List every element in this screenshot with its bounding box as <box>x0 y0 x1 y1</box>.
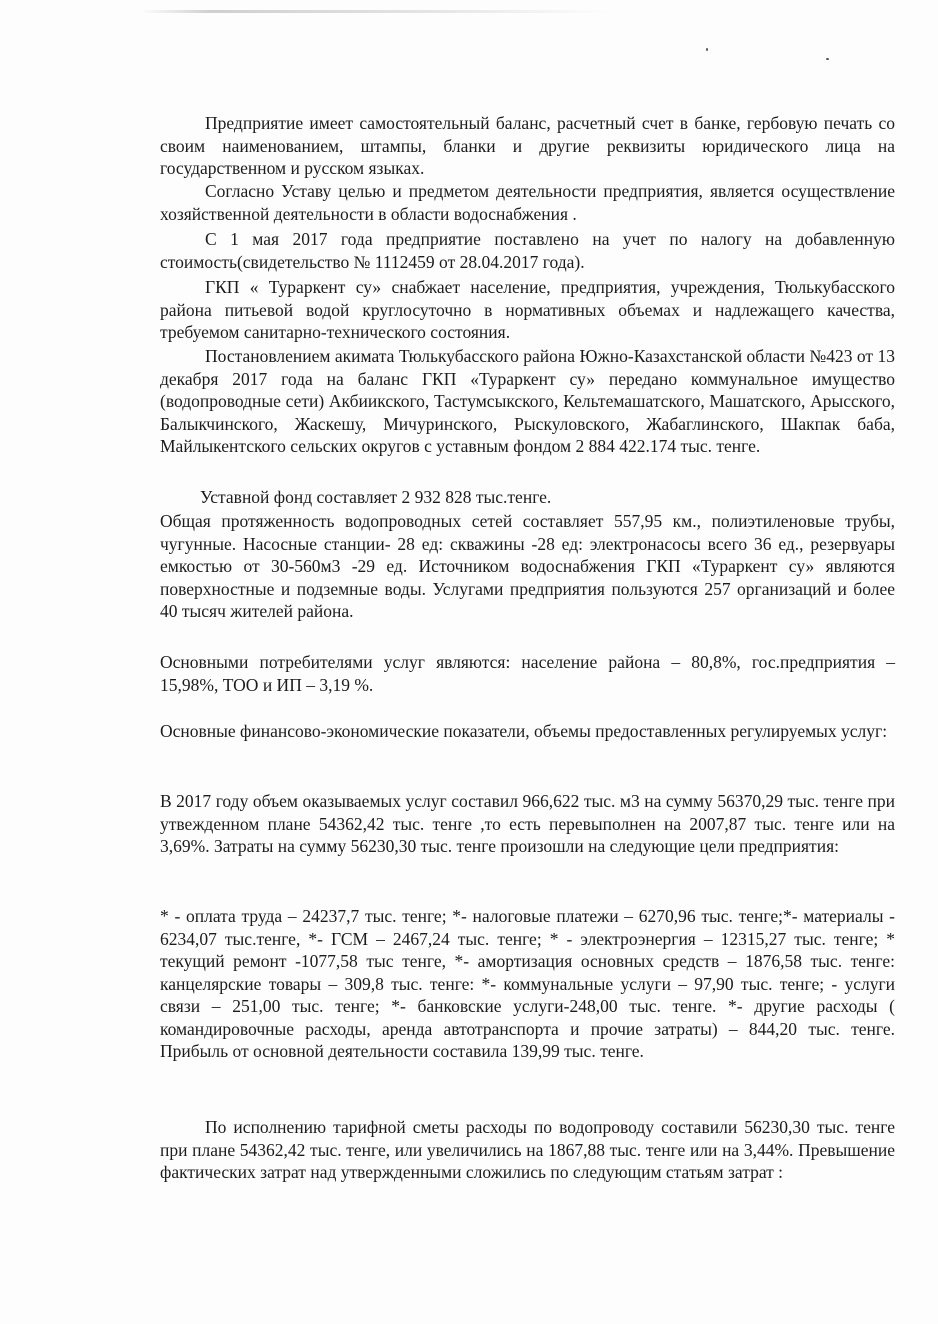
paragraph-vat: С 1 мая 2017 года предприятие поставлено на учет по налогу на добавленную стоимость(свидетельство № 1112459 от 28.04.2017 года). <box>160 229 895 272</box>
paragraph-supply: ГКП « Тураркент су» снабжает население, предприятия, учреждения, Тюлькубасского района питьевой водой круглосуточно в нормативных объемах и надлежащего качества, требуемом санитарно-технического состояния. <box>160 277 895 342</box>
paragraph-network: Общая протяженность водопроводных сетей составляет 557,95 км., полиэтиленовые трубы, чугунные. Насосные станции- 28 ед: скважины -28 ед: электронасосы всего 36 ед., резервуары емкостью от 30-560м3 -29 ед. Источником водоснабжения ГКП «Тураркент су» являются поверхностные и подземные воды. Услугами предприятия пользуются 257 организаций и более 40 тысяч жителей района. <box>160 511 895 621</box>
paragraph-authorized-capital: Уставной фонд составляет 2 932 828 тыс.тенге. <box>200 487 552 507</box>
paragraph-volume-2017: В 2017 году объем оказываемых услуг составил 966,622 тыс. м3 на сумму 56370,29 тыс. тенге при утвежденном плане 54362,42 тыс. тенге ,то есть перевыполнен на 2007,87 тыс. тенге или на 3,69%. Затраты на сумму 56230,30 тыс. тенге произошли на следующие цели предприятия: <box>160 791 895 856</box>
scan-artifact <box>140 10 610 13</box>
scan-speck <box>706 48 708 51</box>
paragraph-tariff-estimate: По исполнению тарифной сметы расходы по водопроводу составили 56230,30 тыс. тенге при плане 54362,42 тыс. тенге, или увеличились на 1867,88 тыс. тенге или на 3,44%. Превышение фактических затрат над утвержденными сложились по следующим статьям затрат : <box>160 1117 895 1182</box>
paragraph-consumers: Основными потребителями услуг являются: население района – 80,8%, гос.предприятия – 15,98%, ТОО и ИП – 3,19 %. <box>160 652 895 695</box>
paragraph-expenses-list: * - оплата труда – 24237,7 тыс. тенге; *- налоговые платежи – 6270,96 тыс. тенге;*- материалы - 6234,07 тыс.тенге, *- ГСМ – 2467,24 тыс. тенге; * - электроэнергия – 12315,27 тыс. тенге; * текущий ремонт -1077,58 тыс тенге, *- амортизация основных средств – 1876,58 тыс. тенге: канцелярские товары – 309,8 тыс. тенге: *- коммунальные услуги – 97,90 тыс. тенге; - услуги связи – 251,00 тыс. тенге; *- банковские услуги-248,00 тыс. тенге. *- другие расходы ( командировочные расходы, аренда автотранспорта и прочие затраты) – 844,20 тыс. тенге. Прибыль от основной деятельности составила 139,99 тыс. тенге. <box>160 906 895 1061</box>
scan-speck <box>826 58 829 60</box>
paragraph-resolution: Постановлением акимата Тюлькубасского района Южно-Казахстанской области №423 от 13 декабря 2017 года на баланс ГКП «Тураркент су» передано коммунальное имущество (водопроводные сети) Акбиикского, Тастумсыкского, Кельтемашатского, Машатского, Арысского, Балыкчинского, Жаскешу, Мичуринского, Рыскуловского, Жабаглинского, Шакпак баба, Майлыкентского сельских округов с уставным фондом 2 884 422.174 тыс. тенге. <box>160 346 895 456</box>
paragraph-indicators-heading: Основные финансово-экономические показатели, объемы предоставленных регулируемых услуг: <box>160 721 888 741</box>
paragraph-charter: Согласно Уставу целью и предметом деятельности предприятия, является осуществление хозяйственной деятельности в области водоснабжения . <box>160 181 895 224</box>
paragraph-balance: Предприятие имеет самостоятельный баланс, расчетный счет в банке, гербовую печать со своим наименованием, штампы, бланки и другие реквизиты юридического лица на государственном и русском языках. <box>160 113 895 178</box>
